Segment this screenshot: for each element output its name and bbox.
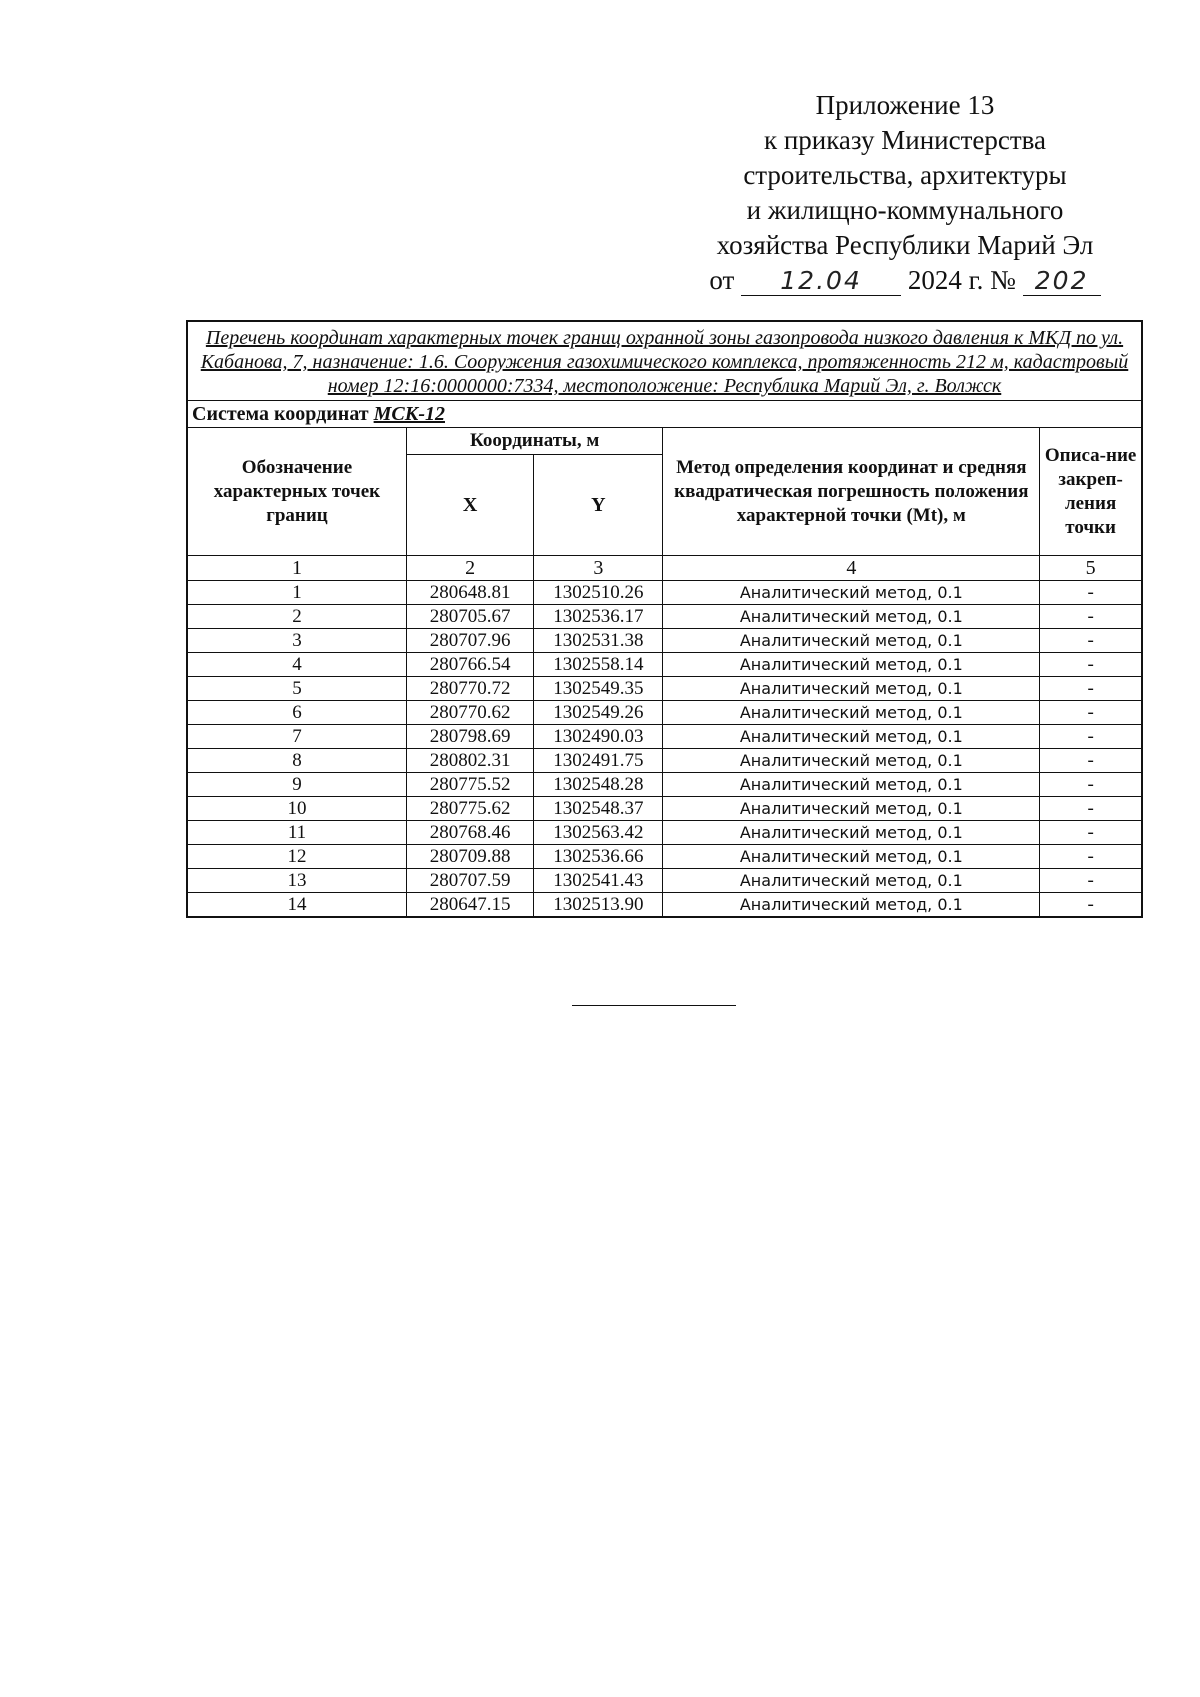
y-coordinate-cell: 1302536.17 — [534, 605, 663, 629]
coordinate-system-name: МСК-12 — [373, 403, 445, 425]
y-coordinate-cell: 1302536.66 — [534, 845, 663, 869]
method-cell: Аналитический метод, 0.1 — [663, 677, 1040, 701]
description-cell: - — [1040, 581, 1142, 605]
header-x: X — [406, 455, 533, 556]
table-row — [187, 797, 1142, 821]
end-divider-line — [572, 1005, 736, 1006]
description-cell: - — [1040, 893, 1142, 918]
y-coordinate-cell: 1302549.35 — [534, 677, 663, 701]
method-cell: Аналитический метод, 0.1 — [663, 629, 1040, 653]
from-label: от — [709, 265, 735, 295]
y-coordinate-cell: 1302541.43 — [534, 869, 663, 893]
method-cell: Аналитический метод, 0.1 — [663, 701, 1040, 725]
column-number: 4 — [663, 556, 1040, 581]
table-row — [187, 749, 1142, 773]
table-row — [187, 845, 1142, 869]
method-cell: Аналитический метод, 0.1 — [663, 893, 1040, 918]
coordinate-system — [187, 401, 1142, 428]
table-row — [187, 725, 1142, 749]
point-number-cell: 8 — [187, 749, 406, 773]
point-number-cell: 11 — [187, 821, 406, 845]
x-coordinate-cell: 280709.88 — [406, 845, 533, 869]
y-coordinate-cell: 1302563.42 — [534, 821, 663, 845]
y-coordinate-cell: 1302548.37 — [534, 797, 663, 821]
coordinates-table — [186, 320, 1143, 918]
x-coordinate-cell: 280647.15 — [406, 893, 533, 918]
method-cell: Аналитический метод, 0.1 — [663, 749, 1040, 773]
description-cell: - — [1040, 605, 1142, 629]
column-number: 2 — [406, 556, 533, 581]
point-number-cell: 1 — [187, 581, 406, 605]
table-row — [187, 701, 1142, 725]
table-title: Перечень координат характерных точек границ охранной зоны газопровода низкого давления к МКД по ул. Кабанова, 7, назначение: 1.6. Сооружения газохимического комплекса, протяженность 212 м, кадастровый номер 12:16:0000000:7334, местоположение: Республика Марий Эл, г. Волжск — [187, 321, 1142, 401]
document-header — [690, 88, 1120, 298]
header-y: Y — [534, 455, 663, 556]
table-row — [187, 869, 1142, 893]
header-description: Описа-ние закреп-ления точки — [1040, 428, 1142, 556]
table-row — [187, 581, 1142, 605]
coordinate-system-row — [187, 401, 1142, 428]
y-coordinate-cell: 1302549.26 — [534, 701, 663, 725]
method-cell: Аналитический метод, 0.1 — [663, 581, 1040, 605]
table-title-row — [187, 321, 1142, 401]
point-number-cell: 2 — [187, 605, 406, 629]
header-point-designation: Обозначение характерных точек границ — [187, 428, 406, 556]
x-coordinate-cell: 280775.62 — [406, 797, 533, 821]
header-coordinates: Координаты, м — [406, 428, 663, 455]
x-coordinate-cell: 280648.81 — [406, 581, 533, 605]
appendix-label: Приложение 13 — [815, 90, 995, 120]
ministry-line-1: строительства, архитектуры — [743, 160, 1067, 190]
x-coordinate-cell: 280802.31 — [406, 749, 533, 773]
table-row — [187, 629, 1142, 653]
point-number-cell: 13 — [187, 869, 406, 893]
method-cell: Аналитический метод, 0.1 — [663, 605, 1040, 629]
table-row — [187, 605, 1142, 629]
table-row — [187, 773, 1142, 797]
table-row — [187, 677, 1142, 701]
point-number-cell: 9 — [187, 773, 406, 797]
x-coordinate-cell: 280705.67 — [406, 605, 533, 629]
description-cell: - — [1040, 797, 1142, 821]
header-method: Метод определения координат и средняя квадратическая погрешность положения характерной точки (Mt), м — [663, 428, 1040, 556]
handwritten-date: 12.04 — [741, 267, 901, 296]
x-coordinate-cell: 280707.59 — [406, 869, 533, 893]
point-number-cell: 12 — [187, 845, 406, 869]
handwritten-order-number: 202 — [1023, 267, 1101, 296]
method-cell: Аналитический метод, 0.1 — [663, 869, 1040, 893]
coordinate-system-label: Система координат — [192, 403, 374, 425]
y-coordinate-cell: 1302531.38 — [534, 629, 663, 653]
y-coordinate-cell: 1302558.14 — [534, 653, 663, 677]
order-ref-line: к приказу Министерства — [763, 125, 1047, 155]
x-coordinate-cell: 280766.54 — [406, 653, 533, 677]
method-cell: Аналитический метод, 0.1 — [663, 821, 1040, 845]
column-number-row — [187, 556, 1142, 581]
order-date-number-line — [690, 263, 1120, 298]
description-cell: - — [1040, 629, 1142, 653]
ministry-line-2: и жилищно-коммунального — [746, 195, 1064, 225]
y-coordinate-cell: 1302513.90 — [534, 893, 663, 918]
point-number-cell: 7 — [187, 725, 406, 749]
column-number: 3 — [534, 556, 663, 581]
ministry-line-3: хозяйства Республики Марий Эл — [716, 230, 1094, 260]
table-row — [187, 893, 1142, 918]
point-number-cell: 14 — [187, 893, 406, 918]
description-cell: - — [1040, 677, 1142, 701]
x-coordinate-cell: 280770.72 — [406, 677, 533, 701]
x-coordinate-cell: 280775.52 — [406, 773, 533, 797]
description-cell: - — [1040, 845, 1142, 869]
y-coordinate-cell: 1302548.28 — [534, 773, 663, 797]
column-number: 5 — [1040, 556, 1142, 581]
point-number-cell: 4 — [187, 653, 406, 677]
description-cell: - — [1040, 749, 1142, 773]
point-number-cell: 6 — [187, 701, 406, 725]
method-cell: Аналитический метод, 0.1 — [663, 653, 1040, 677]
description-cell: - — [1040, 869, 1142, 893]
description-cell: - — [1040, 821, 1142, 845]
method-cell: Аналитический метод, 0.1 — [663, 845, 1040, 869]
x-coordinate-cell: 280798.69 — [406, 725, 533, 749]
year-number-label: 2024 г. № — [907, 265, 1016, 295]
method-cell: Аналитический метод, 0.1 — [663, 773, 1040, 797]
header-row-1 — [187, 428, 1142, 455]
column-number: 1 — [187, 556, 406, 581]
point-number-cell: 3 — [187, 629, 406, 653]
y-coordinate-cell: 1302510.26 — [534, 581, 663, 605]
y-coordinate-cell: 1302490.03 — [534, 725, 663, 749]
method-cell: Аналитический метод, 0.1 — [663, 797, 1040, 821]
table-row — [187, 821, 1142, 845]
x-coordinate-cell: 280768.46 — [406, 821, 533, 845]
point-number-cell: 10 — [187, 797, 406, 821]
x-coordinate-cell: 280770.62 — [406, 701, 533, 725]
x-coordinate-cell: 280707.96 — [406, 629, 533, 653]
point-number-cell: 5 — [187, 677, 406, 701]
description-cell: - — [1040, 725, 1142, 749]
description-cell: - — [1040, 701, 1142, 725]
y-coordinate-cell: 1302491.75 — [534, 749, 663, 773]
table-row — [187, 653, 1142, 677]
method-cell: Аналитический метод, 0.1 — [663, 725, 1040, 749]
description-cell: - — [1040, 773, 1142, 797]
description-cell: - — [1040, 653, 1142, 677]
